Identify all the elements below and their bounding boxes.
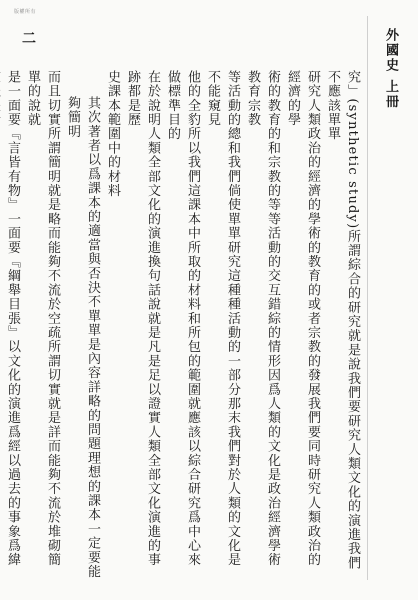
header-divider bbox=[367, 16, 368, 580]
text-column: 在於說明人類全部文化的演進換句話說就是凡是足以證實人類全部文化演進的事跡都是歷 bbox=[125, 70, 160, 567]
page-number: 二 bbox=[22, 31, 36, 47]
text-column: 究」(synthetic study)所謂綜合的研究就是說我們要研究人類文化的演進我們不應該單單 bbox=[325, 70, 360, 571]
text-column: 他的全豹所以我們這課本中所取的材料和所包的範圍就應該以綜合研究爲中心來做標準目的 bbox=[165, 70, 200, 567]
text-column: 等活動的總和我們倘使單單研究這種種活動的一部分那末我們對於人類的文化是不能窺見 bbox=[205, 70, 240, 567]
text-column: 而且切實所謂簡明就是略而能夠不流於空疏所謂切實就是詳而能夠不流於堆砌簡單的說就 bbox=[25, 70, 60, 567]
library-stamp: 版權所有 bbox=[14, 9, 37, 15]
text-column: 研究人類政治的經濟的學術的教育的或者宗教的發展我們要同時研究人類政治的經濟的學 bbox=[285, 70, 320, 567]
running-header: 外國史 上冊 bbox=[383, 28, 398, 110]
text-column: 是一面要『言皆有物』一面要『綱舉目張』以文化的演進爲經以過去的事象爲緯 bbox=[5, 70, 20, 567]
text-column: 史課本範圍中的材料 bbox=[105, 70, 120, 198]
text-column: 其次著者以爲課本的適當與否決不單單是內容詳略的問題理想的課本一定要能夠簡明 bbox=[65, 96, 100, 579]
body-text bbox=[5, 70, 362, 580]
text-column: 術的教育的和宗教的等等活動的交互錯綜的情形因爲人類的文化是政治經濟學術教育宗教 bbox=[245, 70, 280, 567]
